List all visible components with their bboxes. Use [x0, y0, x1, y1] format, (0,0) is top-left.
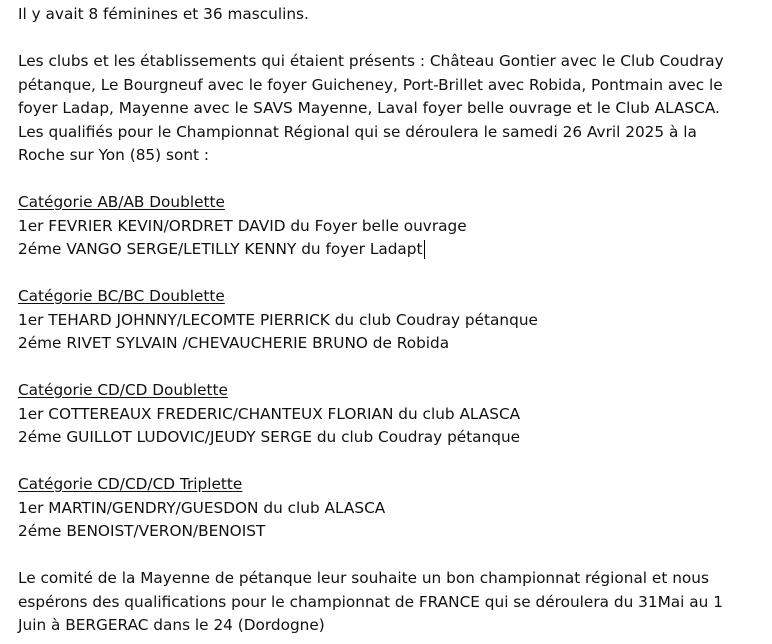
- result-line: 2éme BENOIST/VERON/BENOIST: [18, 522, 266, 540]
- result-line: 1er TEHARD JOHNNY/LECOMTE PIERRICK du club Coudray pétanque: [18, 310, 538, 329]
- result-line: 1er MARTIN/GENDRY/GUESDON du club ALASCA: [18, 498, 386, 517]
- category-cd-doublette-section: [18, 379, 763, 450]
- paragraph-line: Juin à BERGERAC dans le 24 (Dordogne): [18, 616, 325, 634]
- clubs-paragraph: [18, 50, 763, 168]
- result-line: [18, 238, 763, 262]
- paragraph-line: espérons des qualifications pour le championnat de FRANCE qui se déroulera du 31Mai au 1: [18, 592, 723, 611]
- paragraph-line: Les clubs et les établissements qui étaient présents : Château Gontier avec le Club Coudray: [18, 52, 724, 70]
- category-heading: Catégorie CD/CD/CD Triplette: [18, 475, 243, 493]
- category-ab-section: [18, 191, 763, 262]
- category-heading: Catégorie AB/AB Doublette: [18, 193, 225, 211]
- paragraph-line: Roche sur Yon (85) sont :: [18, 146, 210, 164]
- paragraph-line: Les qualifiés pour le Championnat Régional qui se déroulera le samedi 26 Avril 2025 à la: [18, 122, 697, 141]
- text-cursor: [424, 240, 425, 259]
- paragraph-line: pétanque, Le Bourgneuf avec le foyer Guicheney, Port-Brillet avec Robida, Pontmain avec le: [18, 75, 723, 94]
- blank-line: [18, 450, 763, 474]
- paragraph-line: Le comité de la Mayenne de pétanque leur souhaite un bon championnat régional et nous: [18, 569, 709, 587]
- blank-line: [18, 544, 763, 568]
- paragraph-line: foyer Ladap, Mayenne avec le SAVS Mayenne, Laval foyer belle ouvrage et le Club ALASCA.: [18, 99, 720, 117]
- result-line: 1er COTTEREAUX FREDERIC/CHANTEUX FLORIAN du club ALASCA: [18, 404, 521, 423]
- blank-line: [18, 27, 763, 51]
- result-line: 2éme RIVET SYLVAIN /CHEVAUCHERIE BRUNO de Robida: [18, 334, 450, 352]
- document-body[interactable]: [18, 3, 763, 638]
- blank-line: [18, 168, 763, 192]
- result-line: 2éme GUILLOT LUDOVIC/JEUDY SERGE du club Coudray pétanque: [18, 428, 521, 446]
- category-bc-section: [18, 285, 763, 356]
- category-cd-triplette-section: [18, 473, 763, 544]
- blank-line: [18, 262, 763, 286]
- result-text: 2éme VANGO SERGE/LETILLY KENNY du foyer Ladapt: [18, 240, 423, 258]
- result-line: 1er FEVRIER KEVIN/ORDRET DAVID du Foyer belle ouvrage: [18, 216, 467, 235]
- category-heading: Catégorie CD/CD Doublette: [18, 381, 228, 399]
- intro-line: Il y avait 8 féminines et 36 masculins.: [18, 5, 309, 23]
- category-heading: Catégorie BC/BC Doublette: [18, 287, 225, 305]
- closing-paragraph: [18, 567, 763, 638]
- blank-line: [18, 356, 763, 380]
